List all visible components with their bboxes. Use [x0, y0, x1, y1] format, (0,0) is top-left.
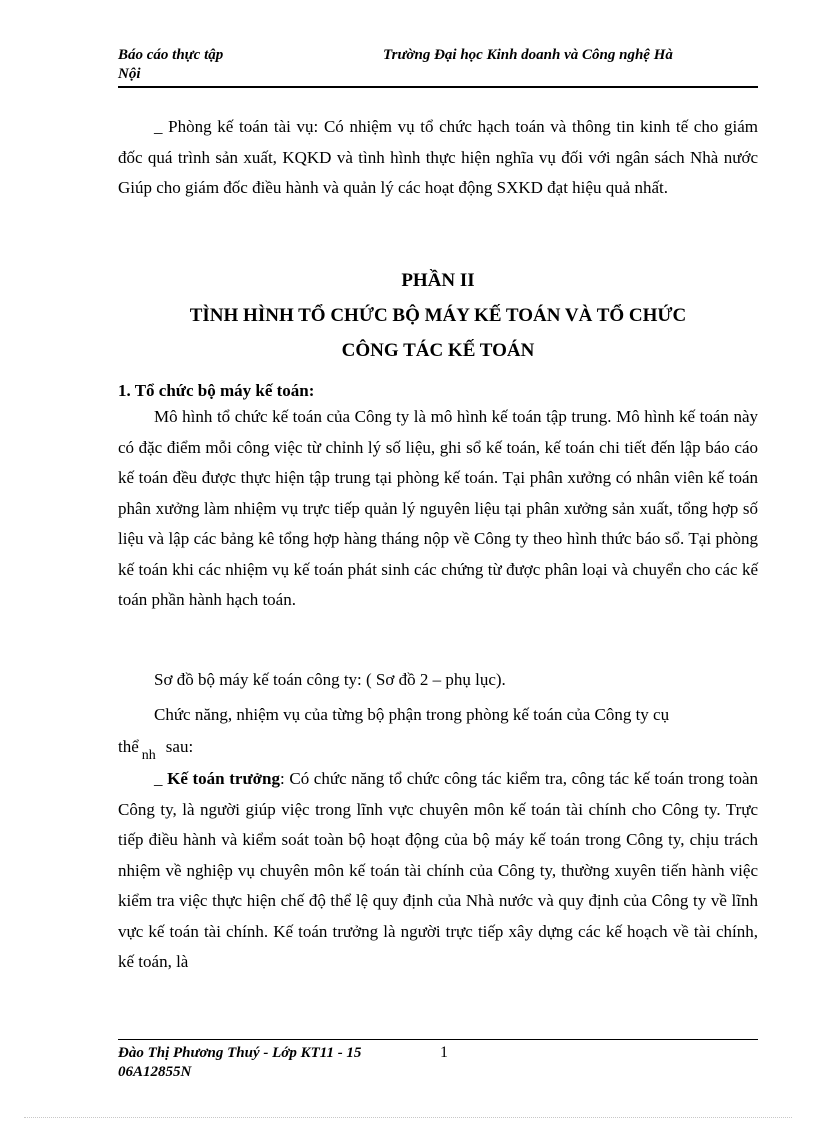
header-report-title-cont: Nội — [118, 66, 141, 82]
part-label: PHẦN II — [401, 270, 475, 291]
functions-intro-line1: Chức năng, nhiệm vụ của từng bộ phận trong phòng kế toán của Công ty cụ — [154, 705, 670, 724]
chief-accountant-term: Kế toán trưởng — [167, 769, 281, 788]
model-paragraph: Mô hình tổ chức kế toán của Công ty là mô hình kế toán tập trung. Mô hình kế toán này có đặc điểm mỗi công việc từ chỉnh lý số liệu, ghi sổ kế toán, kế toán chi tiết đến lập báo cáo kế toán đều được thực hiện tập trung tại phòng kế toán. Tại phân xưởng có nhân viên kế toán phân xưởng làm nhiệm vụ trực tiếp quản lý nguyên liệu tại phân xưởng sản xuất, tổng hợp số liệu và lập các bảng kê tổng hợp hàng tháng nộp về Công ty theo hình thức báo sổ. Tại phòng kế toán khi các nhiệm vụ kế toán phát sinh các chứng từ được phân loại và chuyển cho các kế toán phần hành hạch toán. — [118, 407, 758, 609]
diagram-reference: Sơ đồ bộ máy kế toán công ty: ( Sơ đồ 2 – phụ lục). — [154, 670, 506, 689]
footer-rule — [118, 1039, 758, 1040]
functions-intro-line2 — [118, 734, 758, 762]
page-number: 1 — [440, 1044, 448, 1061]
page-boundary — [24, 1117, 792, 1118]
functions-subscript: nh — [141, 748, 156, 763]
header-left — [118, 46, 223, 84]
footer-author-name: Đào Thị Phương Thuý - Lớp KT11 - 15 — [118, 1045, 362, 1061]
functions-word: thể — [118, 737, 139, 756]
footer-author — [118, 1044, 361, 1082]
header-report-title: Báo cáo thực tập — [118, 47, 224, 63]
part-title-line1: TÌNH HÌNH TỔ CHỨC BỘ MÁY KẾ TOÁN VÀ TỔ CHỨC — [189, 305, 687, 326]
intro-paragraph: _ Phòng kế toán tài vụ: Có nhiệm vụ tổ chức hạch toán và thông tin kinh tế cho giám đốc quá trình sản xuất, KQKD và tình hình thực hiện nghĩa vụ đối với ngân sách Nhà nước Giúp cho giám đốc điều hành và quản lý các hoạt động SXKD đạt hiệu quả nhất. — [118, 117, 758, 197]
footer-student-id: 06A12855N — [118, 1064, 192, 1080]
chief-accountant-text: : Có chức năng tổ chức công tác kiểm tra, công tác kế toán trong toàn Công ty, là người giúp việc trong lĩnh vực chuyên môn kế toán tài chính cho Công ty. Trực tiếp điều hành và kiểm soát toàn bộ hoạt động của bộ máy kế toán trong Công ty, chịu trách nhiệm về nghiệp vụ chuyên môn kế toán tài chính của Công ty, thường xuyên tiến hành việc kiểm tra việc thực hiện chế độ thể lệ quy định của Nhà nước và quy định của Công ty về lĩnh vực kế toán tài chính. Kế toán trưởng là người trực tiếp xây dựng các kế hoạch về tài chính, kế toán, là — [118, 769, 759, 971]
header-rule — [118, 86, 758, 88]
chief-accountant-paragraph — [118, 764, 758, 978]
section-heading: 1. Tổ chức bộ máy kế toán: — [118, 381, 315, 400]
header-university: Trường Đại học Kinh doanh và Công nghệ Hà — [383, 47, 673, 63]
functions-word-end: sau: — [165, 737, 194, 756]
part-title-line2: CÔNG TÁC KẾ TOÁN — [341, 340, 535, 361]
chief-prefix: _ — [154, 769, 168, 788]
